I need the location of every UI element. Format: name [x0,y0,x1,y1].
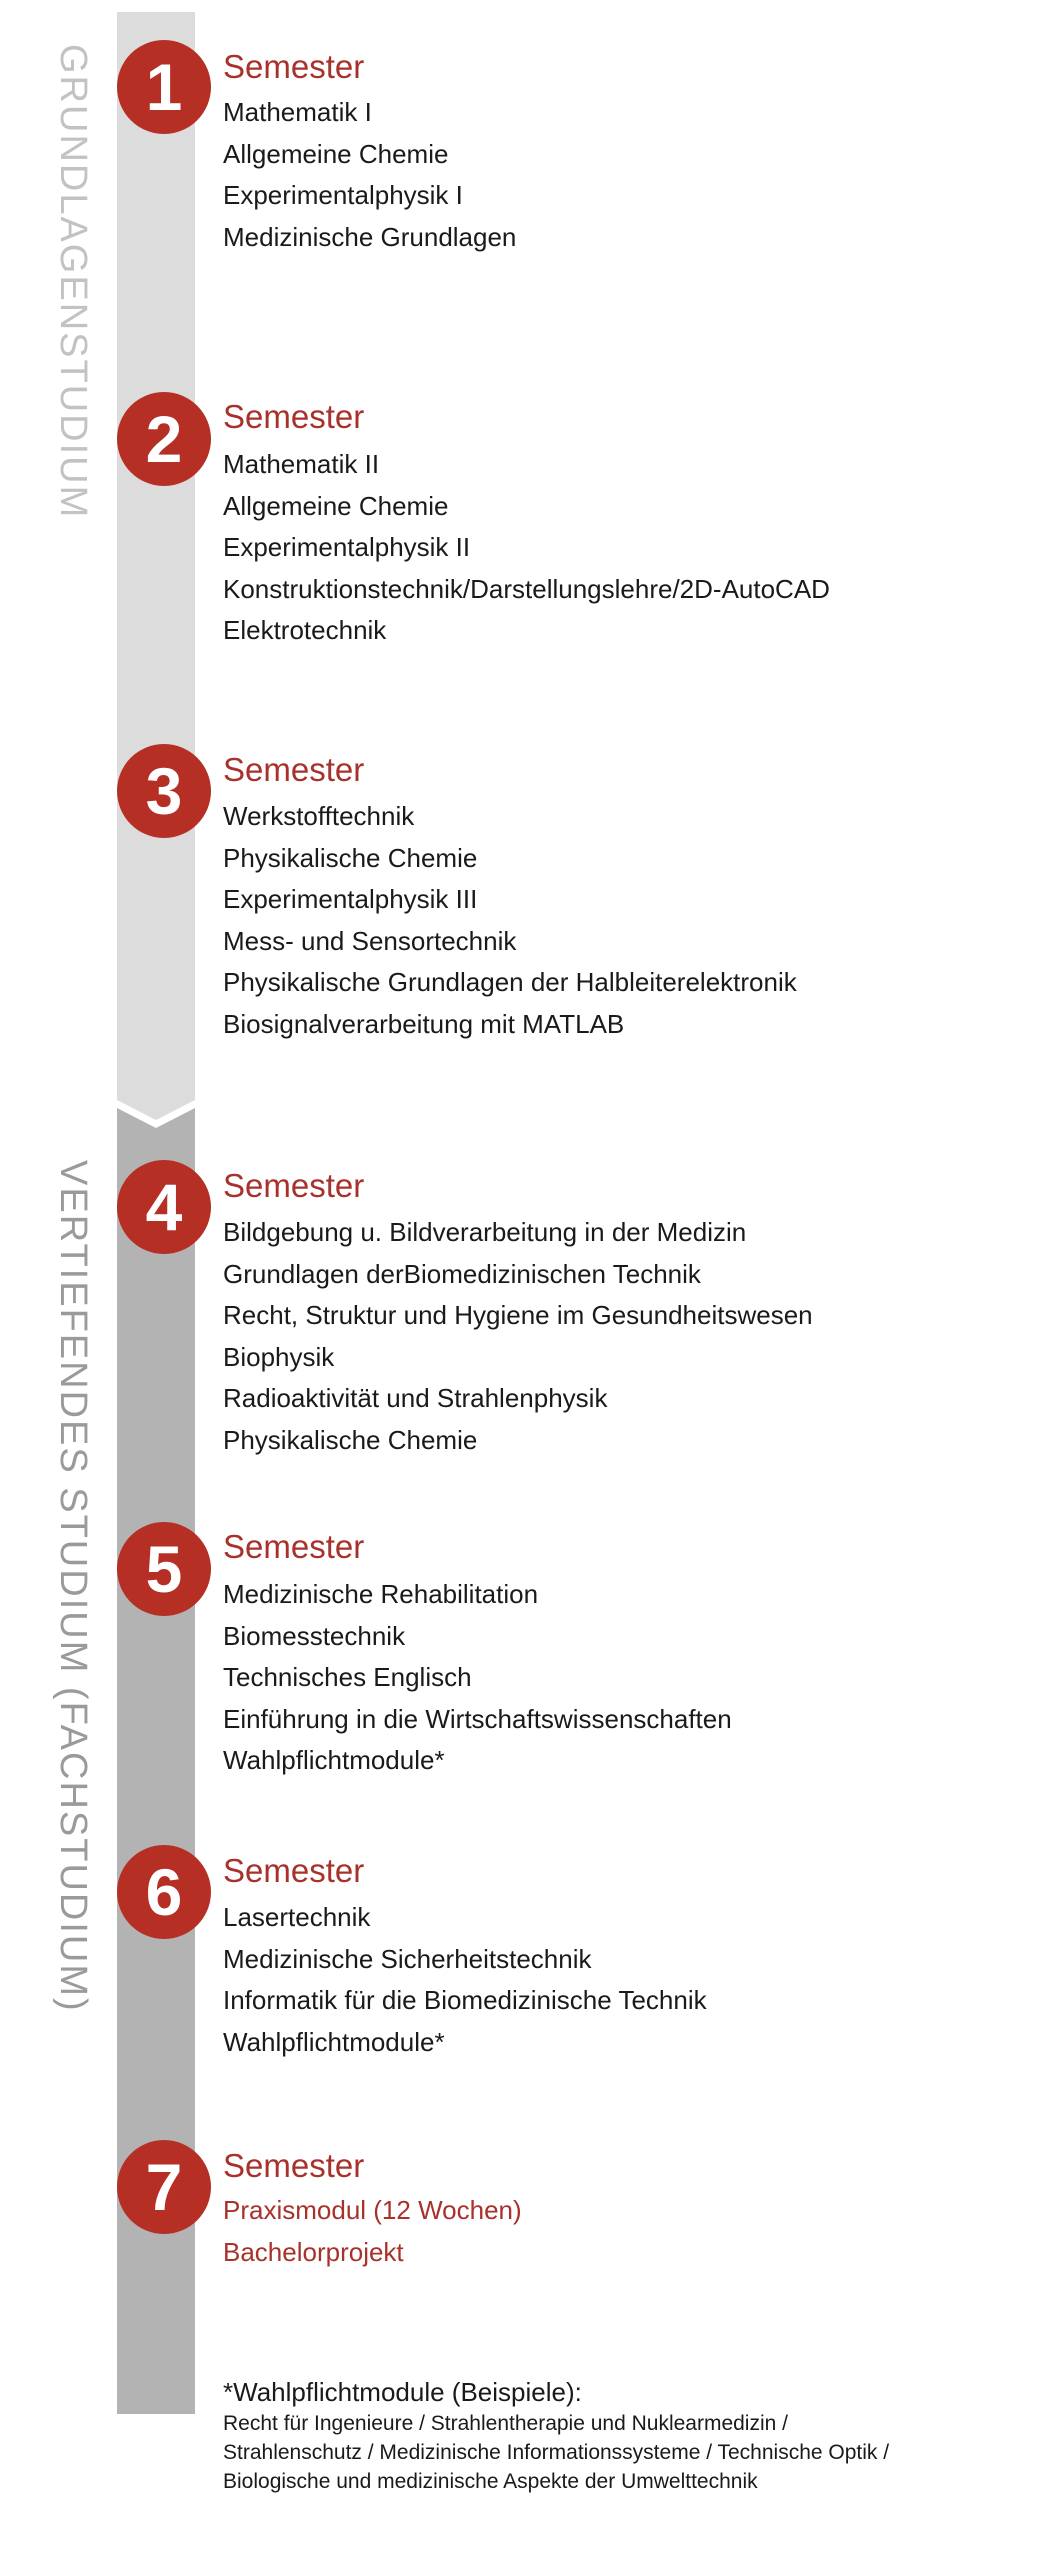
semester-title: Semester [223,48,365,85]
course-item: Experimentalphysik III [223,884,478,914]
course-item: Bachelorprojekt [223,2236,404,2267]
course-item: Biosignalverarbeitung mit MATLAB [223,1008,625,1039]
footnote-title: *Wahlpflichtmodule (Beispiele): [223,2377,582,2407]
course-list [223,2190,522,2273]
course-item: Recht, Struktur und Hygiene im Gesundheitswesen [223,1300,813,1330]
footnote-line: Biologische und medizinische Aspekte der Umwelttechnik [223,2470,758,2493]
course-item: Physikalische Chemie [223,842,478,873]
course-item: Informatik für die Biomedizinische Technik [223,1985,707,2015]
course-list [223,796,797,1045]
semester-title: Semester [223,751,365,788]
course-item: Mathematik II [223,449,380,479]
semester-number-badge: 2 [117,392,211,486]
course-item: Technisches Englisch [223,1662,472,1692]
course-item: Physikalische Chemie [223,1424,478,1455]
semester-title: Semester [223,1528,365,1565]
semester-number-badge: 6 [117,1845,211,1939]
course-list [223,1574,732,1782]
footnote-line: Recht für Ingenieure / Strahlentherapie und Nuklearmedizin / [223,2412,788,2435]
semester-title: Semester [223,2147,365,2184]
section-label-grundlagen: GRUNDLAGENSTUDIUM [52,44,94,520]
course-item: Werkstofftechnik [223,801,415,831]
course-item: Radioaktivität und Strahlenphysik [223,1383,608,1413]
course-item: Experimentalphysik II [223,532,471,562]
course-list [223,1212,813,1461]
semester-title: Semester [223,398,365,435]
semester-number-badge: 4 [117,1160,211,1254]
course-item: Allgemeine Chemie [223,138,449,169]
semester-number-badge: 5 [117,1522,211,1616]
course-item: Mathematik I [223,97,372,127]
semester-title: Semester [223,1852,365,1889]
course-item: Grundlagen derBiomedizinischen Technik [223,1258,701,1289]
course-item: Experimentalphysik I [223,180,463,210]
course-item: Elektrotechnik [223,615,387,645]
course-list [223,444,830,652]
semester-number-badge: 1 [117,40,211,134]
course-item: Bildgebung u. Bildverarbeitung in der Medizin [223,1217,747,1247]
course-list [223,1897,707,2063]
course-item: Biophysik [223,1341,335,1372]
course-item: Wahlpflichtmodule* [223,1745,445,1775]
course-item: Lasertechnik [223,1902,371,1932]
course-item: Wahlpflichtmodule* [223,2026,445,2057]
course-item: Konstruktionstechnik/Darstellungslehre/2D-AutoCAD [223,573,830,604]
semester-title: Semester [223,1167,365,1204]
grundlagen-bar [117,12,195,1120]
course-item: Medizinische Sicherheitstechnik [223,1943,592,1974]
semester-number-badge: 7 [117,2140,211,2234]
course-item: Praxismodul (12 Wochen) [223,2195,522,2225]
course-item: Einführung in die Wirtschaftswissenschaften [223,1703,732,1734]
course-list [223,92,516,258]
section-label-vertiefend: VERTIEFENDES STUDIUM (FACHSTUDIUM) [52,1160,94,2013]
footnote-line: Strahlenschutz / Medizinische Informationssysteme / Technische Optik / [223,2441,890,2464]
course-item: Biomesstechnik [223,1620,406,1651]
course-item: Allgemeine Chemie [223,490,449,521]
footnote [223,2375,1023,2496]
course-item: Medizinische Grundlagen [223,221,517,252]
course-item: Physikalische Grundlagen der Halbleiterelektronik [223,967,797,997]
footnote-body [223,2409,1023,2496]
course-item: Medizinische Rehabilitation [223,1579,539,1609]
course-item: Mess- und Sensortechnik [223,925,517,956]
semester-number-badge: 3 [117,744,211,838]
